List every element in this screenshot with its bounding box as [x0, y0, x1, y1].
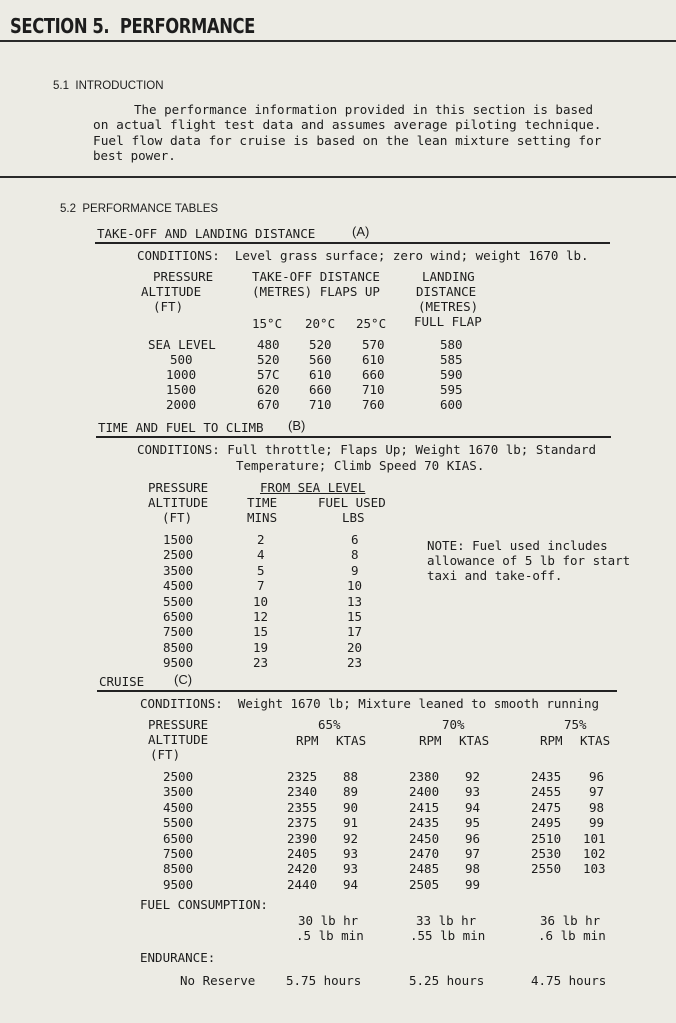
climb-fuel-col — [347, 532, 362, 671]
cruise-alt-col — [163, 769, 193, 892]
cell: 620 — [257, 382, 280, 397]
col-header: DISTANCE — [416, 284, 477, 299]
cruise-rpm65-col — [287, 769, 317, 892]
ktas-75: KTAS — [580, 733, 611, 748]
cruise-title-underline — [97, 690, 617, 692]
temp-25: 25°C — [356, 316, 387, 331]
intro-line-2: on actual flight test data and assumes average piloting technique. — [93, 118, 602, 133]
cell: 4500 — [163, 578, 194, 594]
cell: 2470 — [409, 845, 440, 861]
cell: 97 — [589, 784, 605, 800]
cell: 17 — [347, 624, 363, 640]
rpm-75: RPM — [540, 733, 563, 748]
no-reserve: No Reserve — [180, 973, 256, 988]
cell: 99 — [589, 815, 605, 831]
col-header: (FT) — [150, 747, 181, 762]
cruise-ktas65-col — [343, 769, 358, 892]
cell: 520 — [309, 337, 332, 352]
note-line: allowance of 5 lb for start — [427, 553, 631, 568]
fuel-min-65: .5 lb min — [296, 928, 364, 943]
cell: 6 — [351, 532, 359, 547]
ktas-65: KTAS — [336, 733, 367, 748]
cell: 96 — [589, 769, 605, 784]
cell: 2380 — [409, 769, 440, 784]
cell: 2485 — [409, 861, 440, 877]
climb-time-col — [253, 532, 268, 671]
cell: 7 — [257, 578, 265, 594]
cell: 8500 — [163, 639, 194, 655]
cell: 2550 — [531, 861, 562, 877]
ktas-70: KTAS — [459, 733, 490, 748]
tables-heading: 5.2 PERFORMANCE TABLES — [60, 203, 219, 215]
takeoff-title: TAKE-OFF AND LANDING DISTANCE — [97, 226, 316, 241]
cell: 90 — [343, 799, 359, 815]
cell: 570 — [362, 337, 385, 352]
cell: 2510 — [531, 830, 562, 846]
cell: 580 — [440, 337, 463, 352]
cell: 2420 — [287, 861, 318, 877]
cell: 15 — [347, 608, 363, 624]
note-line: NOTE: Fuel used includes — [427, 538, 608, 553]
cell: 4500 — [163, 799, 194, 815]
cell: 98 — [589, 799, 605, 815]
climb-alt-col — [163, 532, 193, 671]
cell: 7500 — [163, 624, 194, 640]
cell: 600 — [440, 397, 463, 412]
cell: 710 — [309, 397, 332, 412]
cell: 5500 — [163, 593, 194, 609]
fuel-min-75: .6 lb min — [538, 928, 606, 943]
takeoff-tag: (A) — [352, 224, 370, 239]
col-header: ALTITUDE — [148, 732, 209, 747]
col-header: TAKE-OFF DISTANCE — [252, 269, 380, 284]
col-header: PRESSURE — [148, 717, 209, 732]
cell: 89 — [343, 784, 359, 800]
cell: 1500 — [163, 532, 194, 547]
cell: 88 — [343, 769, 359, 784]
cell: 2440 — [287, 876, 318, 892]
cell: 94 — [343, 876, 359, 892]
cell: 710 — [362, 382, 385, 397]
climb-conditions-2: Temperature; Climb Speed 70 KIAS. — [236, 458, 485, 473]
cell: 92 — [465, 769, 481, 784]
cell: 3500 — [163, 562, 194, 578]
col-header: ALTITUDE — [141, 284, 202, 299]
takeoff-to-header — [252, 269, 380, 299]
cell: SEA LEVEL — [148, 337, 216, 352]
cell: 2405 — [287, 845, 318, 861]
col-header: (FT) — [162, 510, 193, 525]
cell: 2435 — [409, 815, 440, 831]
rpm-65: RPM — [296, 733, 319, 748]
cell: 99 — [465, 876, 481, 892]
cell: 500 — [170, 352, 193, 367]
cruise-title: CRUISE — [99, 674, 145, 689]
col-header: FUEL USED — [318, 495, 386, 510]
cell: 2390 — [287, 830, 318, 846]
power-75: 75% — [564, 717, 587, 732]
takeoff-20-col — [309, 337, 332, 412]
temp-15: 15°C — [252, 316, 283, 331]
cell: 10 — [347, 578, 363, 594]
cell: 13 — [347, 593, 363, 609]
takeoff-alt-col — [148, 337, 216, 412]
fuel-hr-70: 33 lb hr — [416, 913, 477, 928]
cruise-rpm75-col — [531, 769, 561, 892]
intro-line-4: best power. — [93, 148, 176, 163]
intro-rule — [0, 176, 676, 178]
cell: 760 — [362, 397, 385, 412]
temp-20: 20°C — [305, 316, 336, 331]
cell: 3500 — [163, 784, 194, 800]
cell: 9500 — [163, 655, 194, 671]
climb-tag: (B) — [288, 418, 306, 433]
cell: 610 — [309, 367, 332, 382]
endurance-65: 5.75 hours — [286, 973, 362, 988]
cell: 595 — [440, 382, 463, 397]
cell: 6500 — [163, 608, 194, 624]
takeoff-conditions: CONDITIONS: Level grass surface; zero wind; weight 1670 lb. — [137, 248, 589, 263]
cell: 93 — [465, 784, 481, 800]
cell: 103 — [583, 861, 606, 877]
takeoff-title-underline — [95, 242, 610, 244]
fuel-min-70: .55 lb min — [410, 928, 486, 943]
cell: 23 — [253, 655, 269, 671]
cruise-rpm70-col — [409, 769, 439, 892]
cruise-ktas70-col — [465, 769, 480, 892]
cell: 97 — [465, 845, 481, 861]
takeoff-alt-header — [141, 269, 214, 314]
col-header: TIME — [247, 495, 278, 510]
col-header: (METRES) FLAPS UP — [252, 284, 380, 299]
header-rule — [0, 40, 676, 42]
cell: 1000 — [166, 367, 197, 382]
endurance-label: ENDURANCE: — [140, 950, 216, 965]
cell: 2355 — [287, 799, 318, 815]
takeoff-15-col — [257, 337, 280, 412]
cell: 5 — [257, 562, 265, 578]
cell: 93 — [343, 845, 359, 861]
cell — [531, 877, 561, 892]
cell: 2530 — [531, 845, 562, 861]
cell: 7500 — [163, 845, 194, 861]
fuel-hr-75: 36 lb hr — [540, 913, 601, 928]
cell: 2500 — [163, 547, 194, 563]
cell: 2455 — [531, 784, 562, 800]
cell: 20 — [347, 639, 363, 655]
cell: 2500 — [163, 769, 194, 784]
cell: 91 — [343, 815, 359, 831]
col-header: LBS — [342, 510, 365, 525]
note-line: taxi and take-off. — [427, 568, 563, 583]
cell: 95 — [465, 815, 481, 831]
power-65: 65% — [318, 717, 341, 732]
cell: 96 — [465, 830, 481, 846]
cell: 15 — [253, 624, 269, 640]
cell: 2495 — [531, 815, 562, 831]
intro-line-3: Fuel flow data for cruise is based on the lean mixture setting for — [93, 134, 602, 149]
col-header: (METRES) — [418, 299, 479, 314]
cell: 23 — [347, 655, 363, 671]
cell: 9 — [351, 562, 359, 578]
cell: 8 — [351, 547, 359, 563]
cell: 12 — [253, 608, 269, 624]
cell: 585 — [440, 352, 463, 367]
cell: 9500 — [163, 876, 194, 892]
cell: 4 — [257, 547, 265, 563]
takeoff-25-col — [362, 337, 385, 412]
cell: 2375 — [287, 815, 318, 831]
intro-line-1: The performance information provided in this section is based — [134, 102, 594, 117]
cell: 560 — [309, 352, 332, 367]
cell: 101 — [583, 830, 606, 846]
cell: 2505 — [409, 876, 440, 892]
cell: 19 — [253, 639, 269, 655]
fuel-hr-65: 30 lb hr — [298, 913, 359, 928]
cell: 2475 — [531, 799, 562, 815]
section-title: SECTION 5. PERFORMANCE — [10, 14, 255, 38]
intro-heading: 5.1 INTRODUCTION — [53, 80, 164, 92]
takeoff-land-col — [440, 337, 463, 412]
rpm-70: RPM — [419, 733, 442, 748]
cell: 57C — [257, 367, 280, 382]
climb-time-header — [247, 495, 277, 525]
cruise-tag: (C) — [174, 672, 193, 687]
cell: 2450 — [409, 830, 440, 846]
climb-title-underline — [96, 436, 611, 438]
col-header: LANDING — [422, 269, 475, 284]
cruise-alt-header — [148, 717, 208, 762]
cell: 6500 — [163, 830, 194, 846]
cell: 8500 — [163, 861, 194, 877]
climb-title: TIME AND FUEL TO CLIMB — [98, 420, 264, 435]
cell: 660 — [309, 382, 332, 397]
cell: 590 — [440, 367, 463, 382]
cell: 660 — [362, 367, 385, 382]
fuel-consumption-label: FUEL CONSUMPTION: — [140, 897, 268, 912]
col-header: MINS — [247, 510, 278, 525]
cell: 670 — [257, 397, 280, 412]
climb-conditions-1: CONDITIONS: Full throttle; Flaps Up; Weight 1670 lb; Standard — [137, 442, 597, 457]
cell: 2435 — [531, 769, 562, 784]
cell: 2340 — [287, 784, 318, 800]
cell: 10 — [253, 593, 269, 609]
climb-fuel-header — [318, 495, 386, 525]
cell: 480 — [257, 337, 280, 352]
cell: 2 — [257, 532, 265, 547]
cell: 520 — [257, 352, 280, 367]
col-header: PRESSURE — [153, 269, 214, 284]
cell: 2325 — [287, 769, 318, 784]
full-flap: FULL FLAP — [414, 314, 482, 329]
cell — [583, 877, 606, 892]
cruise-ktas75-col — [583, 769, 606, 892]
cell: 2400 — [409, 784, 440, 800]
cell: 5500 — [163, 815, 194, 831]
endurance-70: 5.25 hours — [409, 973, 485, 988]
cell: 92 — [343, 830, 359, 846]
power-70: 70% — [442, 717, 465, 732]
cell: 2415 — [409, 799, 440, 815]
cell: 2000 — [166, 397, 197, 412]
from-sea-level: FROM SEA LEVEL — [260, 480, 366, 495]
cell: 1500 — [166, 382, 197, 397]
takeoff-land-header — [416, 269, 479, 314]
cell: 102 — [583, 845, 606, 861]
cell: 98 — [465, 861, 481, 877]
cell: 94 — [465, 799, 481, 815]
cell: 610 — [362, 352, 385, 367]
cruise-conditions: CONDITIONS: Weight 1670 lb; Mixture leaned to smooth running — [140, 696, 600, 711]
climb-alt-header — [148, 480, 208, 525]
col-header: (FT) — [153, 299, 184, 314]
endurance-75: 4.75 hours — [531, 973, 607, 988]
cell: 93 — [343, 861, 359, 877]
climb-note — [427, 538, 630, 583]
col-header: PRESSURE — [148, 480, 209, 495]
col-header: ALTITUDE — [148, 495, 209, 510]
